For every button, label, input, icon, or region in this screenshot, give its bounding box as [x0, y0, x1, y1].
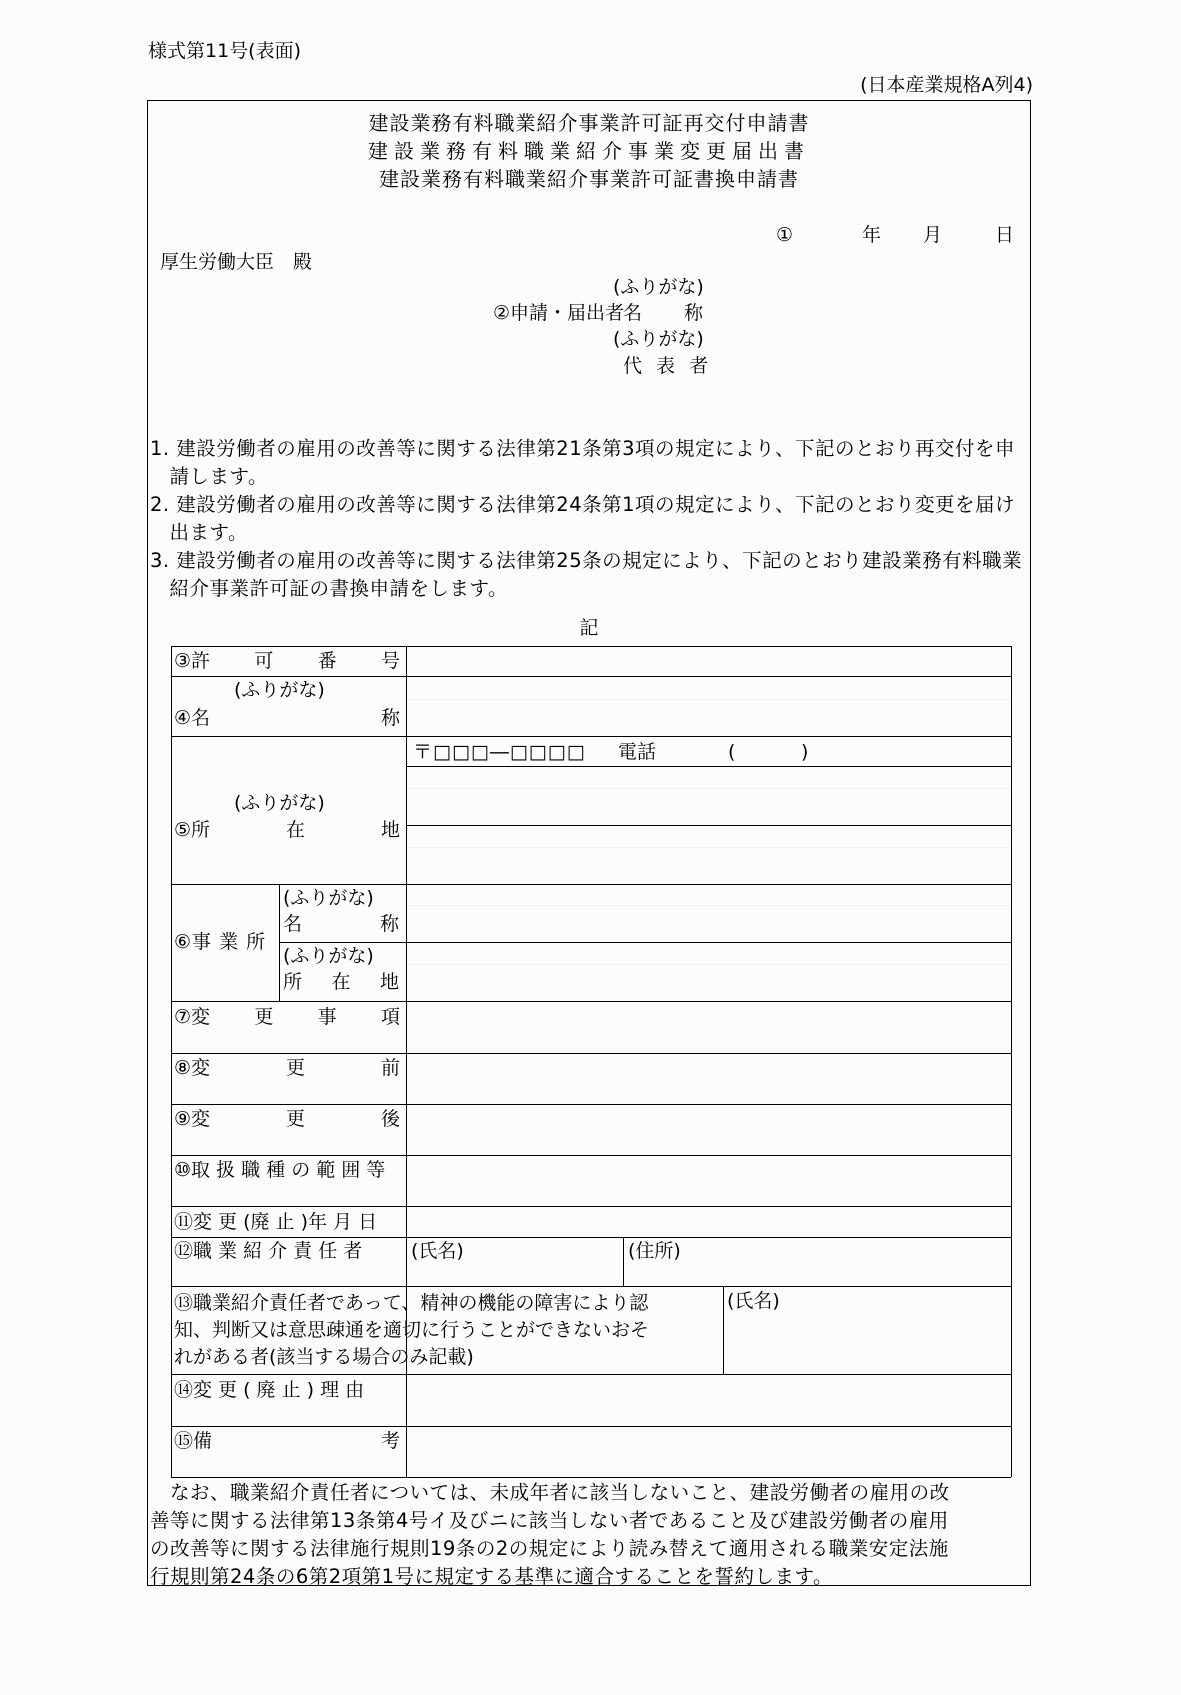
after-change-field[interactable] [408, 1106, 1010, 1154]
applicant-label: ②申請・届出者 [493, 302, 625, 324]
postal-code-field[interactable]: 〒□□□―□□□□ [413, 741, 586, 763]
phone-paren-open: ( [728, 741, 736, 763]
label-name: ④名 称 [174, 707, 400, 729]
label-impaired-manager: ⑬職業紹介責任者であって、精神の機能の障害により認 知、判断又は意思疎通を適切に行うことができないおそ れがある者(該当する場合のみ記載) [174, 1292, 650, 1368]
label-permit-number: ③許 可 番 号 [174, 650, 400, 672]
manager-address-field[interactable] [625, 1239, 1010, 1285]
applicant-furigana-1: (ふりがな) [613, 276, 704, 298]
before-change-field[interactable] [408, 1055, 1010, 1103]
office-location-field[interactable] [408, 944, 1010, 1000]
r13-divider [723, 1286, 724, 1374]
manager-name-field[interactable] [408, 1239, 622, 1285]
impaired-manager-name-field[interactable] [725, 1288, 1010, 1373]
change-date-field[interactable] [408, 1208, 1010, 1236]
label-remarks: ⑮備 考 [174, 1430, 400, 1452]
furigana-label: (ふりがな) [234, 679, 325, 701]
declaration-item: 1. 建設労働者の雇用の改善等に関する法律第21条第3項の規定により、下記のとおり再交付を申請します。 [150, 437, 1016, 488]
applicant-name-label-2: 称 [684, 302, 704, 324]
date-day-field[interactable]: 日 [995, 224, 1015, 246]
paper-size-note: (日本産業規格A列4) [860, 74, 1033, 96]
label-location: ⑤所 在 地 [174, 819, 400, 841]
remarks-field[interactable] [408, 1428, 1010, 1476]
ki-heading: 記 [579, 617, 599, 639]
form-frame [147, 100, 1031, 1586]
date-year-field[interactable]: 年 [862, 224, 882, 246]
declaration-item: 2. 建設労働者の雇用の改善等に関する法律第24条第1項の規定により、下記のとおり変更を届け出ます。 [150, 493, 1016, 544]
permit-number-field[interactable] [408, 648, 1010, 675]
manager-address-label: (住所) [628, 1240, 681, 1262]
declarations [150, 435, 1030, 603]
label-placement-manager: ⑫職 業 紹 介 責 任 者 [174, 1240, 363, 1262]
label-office-location: 所 在 地 [283, 971, 399, 993]
form-titles [148, 109, 1030, 193]
table-border [171, 646, 172, 1477]
date-marker: ① [776, 224, 794, 246]
table-border [1011, 646, 1012, 1477]
occupation-scope-field[interactable] [408, 1157, 1010, 1205]
label-change-reason: ⑭変 更 ( 廃 止 ) 理 由 [174, 1379, 365, 1401]
manager-name-label: (氏名) [411, 1240, 464, 1262]
form-number: 様式第11号(表面) [148, 40, 302, 62]
addressee: 厚生労働大臣 殿 [160, 251, 313, 273]
details-table [171, 646, 1011, 1477]
name-field[interactable] [408, 678, 1010, 735]
title-rewrite: 建設業務有料職業紹介事業許可証書換申請書 [379, 167, 799, 191]
label-office: ⑥事 業 所 [174, 931, 267, 953]
declaration-item: 3. 建設労働者の雇用の改善等に関する法律第25条の規定により、下記のとおり建設業務有料職業紹介事業許可証の書換申請をします。 [150, 549, 1023, 600]
impaired-manager-name-label: (氏名) [727, 1290, 780, 1312]
office-name-field[interactable] [408, 886, 1010, 941]
title-change: 建設業務有料職業紹介事業変更届出書 [368, 139, 810, 163]
r12-divider [623, 1237, 624, 1286]
date-month-field[interactable]: 月 [923, 224, 943, 246]
title-reissue: 建設業務有料職業紹介事業許可証再交付申請書 [368, 111, 810, 135]
pledge-statement: なお、職業紹介責任者については、未成年者に該当しないこと、建設労働者の雇用の改 善等に関する法律第13条第4号イ及びニに該当しない者であること及び建設労働者の雇用 の改善等に関する法律施行規則19条の2の規定により読み替えて適用される職業安定法施 行規則第24条の6第2項第1号に規定する基準に適合することを誓約します。 [150, 1481, 950, 1588]
furigana-label: (ふりがな) [234, 792, 325, 814]
representative-label: 代 表 者 [623, 355, 713, 377]
furigana-label: (ふりがな) [283, 887, 374, 909]
label-occupation-scope: ⑩取 扱 職 種 の 範 囲 等 [174, 1159, 386, 1181]
label-change-date: ⑪変 更 (廃 止 )年 月 日 [174, 1211, 378, 1233]
phone-label: 電話 [618, 741, 657, 763]
applicant-name-label-1: 名 [623, 302, 643, 324]
label-office-name: 名 称 [283, 913, 399, 935]
change-reason-field[interactable] [408, 1376, 1010, 1425]
label-change-item: ⑦変 更 事 項 [174, 1006, 400, 1028]
address-field[interactable] [408, 768, 1010, 883]
label-after-change: ⑨変 更 後 [174, 1108, 400, 1130]
furigana-label: (ふりがな) [283, 945, 374, 967]
label-before-change: ⑧変 更 前 [174, 1057, 400, 1079]
phone-paren-close: ) [801, 741, 809, 763]
applicant-furigana-2: (ふりがな) [613, 328, 704, 350]
change-item-field[interactable] [408, 1003, 1010, 1052]
